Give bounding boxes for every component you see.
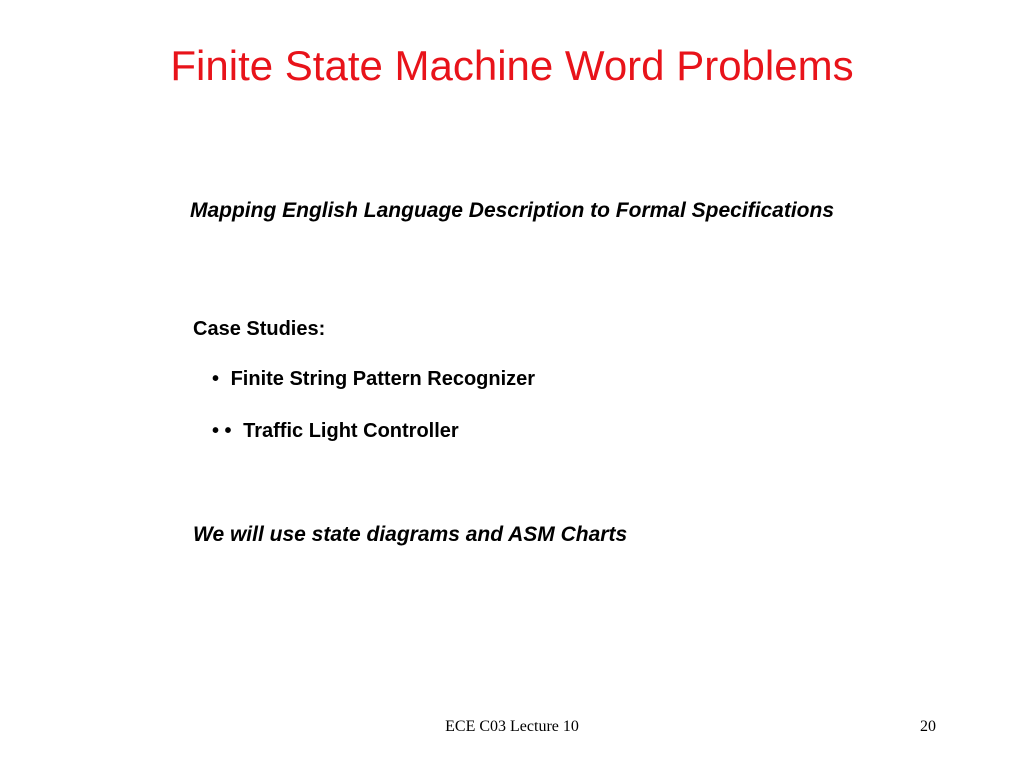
bullet-marker: • •	[212, 420, 232, 442]
page-number: 20	[920, 718, 936, 735]
bullet-marker: •	[212, 368, 220, 390]
bullet-item-pattern-recognizer	[212, 365, 535, 393]
case-studies-heading: Case Studies:	[193, 318, 326, 340]
bullet-text: Traffic Light Controller	[243, 420, 459, 442]
bullet-item-traffic-light	[212, 417, 459, 445]
slide-note: We will use state diagrams and ASM Charts	[193, 523, 628, 546]
footer-lecture-label: ECE C03 Lecture 10	[445, 718, 579, 735]
slide-subtitle: Mapping English Language Description to Formal Specifications	[189, 199, 835, 222]
bullet-text: Finite String Pattern Recognizer	[230, 368, 536, 390]
slide-title: Finite State Machine Word Problems	[170, 42, 854, 89]
